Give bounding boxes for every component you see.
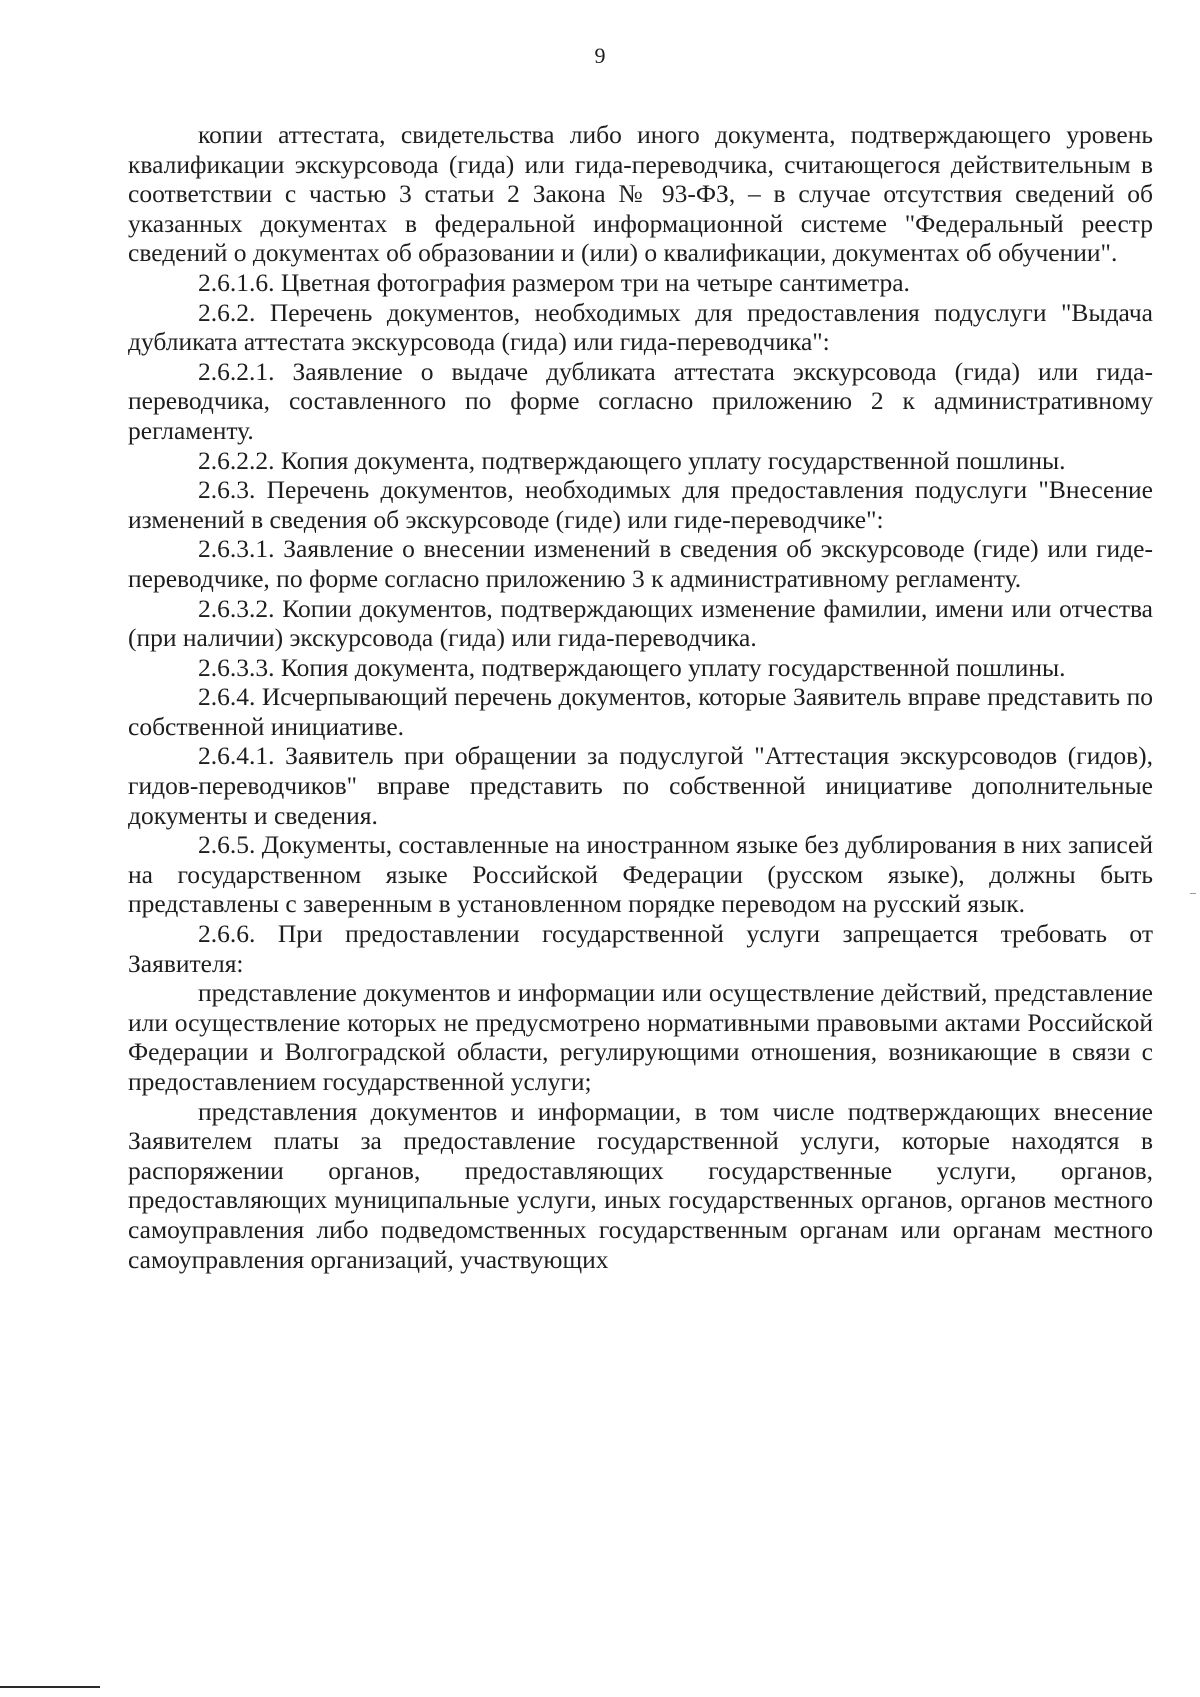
paragraph-2-6-2-1: 2.6.2.1. Заявление о выдаче дубликата аттестата экскурсовода (гида) или гида-переводчика, составленного по форме согласно приложению 2 к административному регламенту.: [128, 356, 1153, 445]
paragraph-2-6-1-6: 2.6.1.6. Цветная фотография размером три на четыре сантиметра.: [198, 267, 910, 297]
paragraph-2-6-4: 2.6.4. Исчерпывающий перечень документов, которые Заявитель вправе представить по собственной инициативе.: [128, 682, 1153, 741]
paragraph-2-6-3-3: 2.6.3.3. Копия документа, подтверждающего уплату государственной пошлины.: [198, 652, 1066, 682]
footnote-rule: [0, 1686, 100, 1688]
paragraph-qualification-copies: копии аттестата, свидетельства либо иного документа, подтверждающего уровень квалификации экскурсовода (гида) или гида-переводчика, считающегося действительным в соответствии с частью 3 статьи 2 Закона № 93-ФЗ, – в случае отсутствия сведений об указанных документах в федеральной информационной системе "Федеральный реестр сведений о документах об образовании и (или) о квалификации, документах об обучении".: [128, 120, 1153, 268]
paragraph-2-6-4-1: 2.6.4.1. Заявитель при обращении за подуслугой "Аттестация экскурсоводов (гидов), гидов-переводчиков" вправе представить по собственной инициативе дополнительные документы и сведения.: [128, 741, 1153, 830]
paragraph-2-6-3: 2.6.3. Перечень документов, необходимых для предоставления подуслуги "Внесение изменений в сведения об экскурсоводе (гиде) или гиде-переводчике":: [128, 475, 1153, 534]
paragraph-2-6-3-1: 2.6.3.1. Заявление о внесении изменений в сведения об экскурсоводе (гиде) или гиде-переводчике, по форме согласно приложению 3 к административному регламенту.: [128, 534, 1153, 593]
paragraph-2-6-3-2: 2.6.3.2. Копии документов, подтверждающих изменение фамилии, имени или отчества (при наличии) экскурсовода (гида) или гида-переводчика.: [128, 593, 1153, 653]
paragraph-2-6-2-2: 2.6.2.2. Копия документа, подтверждающего уплату государственной пошлины.: [198, 445, 1066, 475]
paragraph-prohibition-documents: представления документов и информации, в том числе подтверждающих внесение Заявителем платы за предоставление государственной услуги, которые находятся в распоряжении органов, предоставляющих государственные услуги, органов, предоставляющих муниципальные услуги, иных государственных органов, органов местного самоуправления либо подведомственных государственным органам или органам местного самоуправления организаций, участвующих: [128, 1096, 1153, 1274]
document-body: [128, 120, 1153, 1274]
scan-edge-mark: [1190, 893, 1196, 894]
paragraph-2-6-2: 2.6.2. Перечень документов, необходимых для предоставления подуслуги "Выдача дубликата аттестата экскурсовода (гида) или гида-переводчика":: [128, 297, 1153, 357]
paragraph-2-6-6: 2.6.6. При предоставлении государственной услуги запрещается требовать от Заявителя:: [128, 919, 1153, 978]
page-number: 9: [594, 43, 606, 68]
paragraph-2-6-5: 2.6.5. Документы, составленные на иностранном языке без дублирования в них записей на государственном языке Российской Федерации (русском языке), должны быть представлены с заверенным в установленном порядке переводом на русский язык.: [128, 830, 1153, 919]
paragraph-prohibition-actions: представление документов и информации или осуществление действий, представление или осуществление которых не предусмотрено нормативными правовыми актами Российской Федерации и Волгоградской области, регулирующими отношения, возникающие в связи с предоставлением государственной услуги;: [128, 978, 1153, 1096]
